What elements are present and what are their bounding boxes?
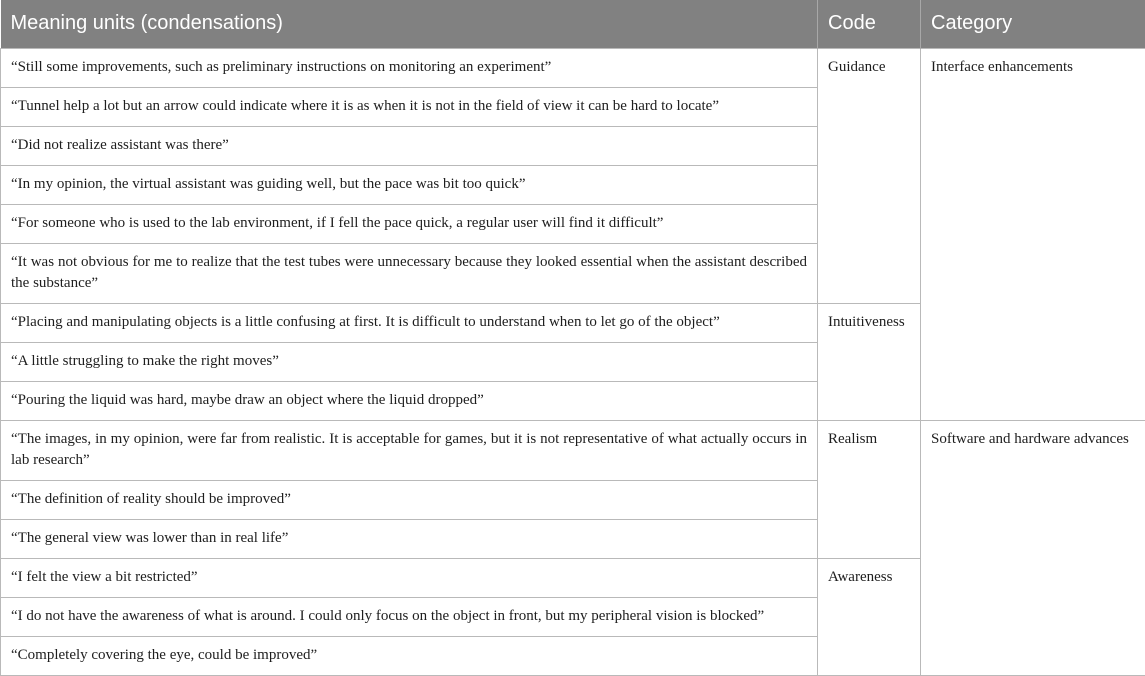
header-row	[1, 0, 1145, 48]
table-row	[1, 48, 1145, 87]
meaning-unit-cell: “Pouring the liquid was hard, maybe draw an object where the liquid dropped”	[1, 381, 818, 420]
meaning-unit-cell: “The definition of reality should be improved”	[1, 480, 818, 519]
meaning-unit-cell: “I do not have the awareness of what is around. I could only focus on the object in front, but my peripheral vision is blocked”	[1, 597, 818, 636]
category-cell-software-hardware: Software and hardware advances	[921, 420, 1145, 675]
header-meaning-units: Meaning units (condensations)	[1, 0, 818, 48]
category-cell-interface: Interface enhancements	[921, 48, 1145, 420]
header-code: Code	[818, 0, 921, 48]
meaning-unit-cell: “It was not obvious for me to realize that the test tubes were unnecessary because they looked essential when the assistant described the substance”	[1, 243, 818, 303]
meaning-unit-cell: “Tunnel help a lot but an arrow could indicate where it is as when it is not in the field of view it can be hard to locate”	[1, 87, 818, 126]
meaning-unit-cell: “A little struggling to make the right moves”	[1, 342, 818, 381]
header-category: Category	[921, 0, 1145, 48]
meaning-unit-cell: “Completely covering the eye, could be improved”	[1, 636, 818, 675]
meaning-unit-cell: “Still some improvements, such as preliminary instructions on monitoring an experiment”	[1, 48, 818, 87]
meaning-unit-cell: “Placing and manipulating objects is a little confusing at first. It is difficult to understand when to let go of the object”	[1, 303, 818, 342]
code-cell-awareness: Awareness	[818, 558, 921, 675]
code-cell-realism: Realism	[818, 420, 921, 558]
meaning-unit-cell: “I felt the view a bit restricted”	[1, 558, 818, 597]
meaning-unit-cell: “For someone who is used to the lab environment, if I fell the pace quick, a regular user will find it difficult”	[1, 204, 818, 243]
table-row	[1, 420, 1145, 480]
code-cell-guidance: Guidance	[818, 48, 921, 303]
meaning-unit-cell: “The general view was lower than in real life”	[1, 519, 818, 558]
meaning-unit-cell: “In my opinion, the virtual assistant was guiding well, but the pace was bit too quick”	[1, 165, 818, 204]
meaning-unit-cell: “Did not realize assistant was there”	[1, 126, 818, 165]
meaning-unit-cell: “The images, in my opinion, were far from realistic. It is acceptable for games, but it is not representative of what actually occurs in lab research”	[1, 420, 818, 480]
code-cell-intuitiveness: Intuitiveness	[818, 303, 921, 420]
